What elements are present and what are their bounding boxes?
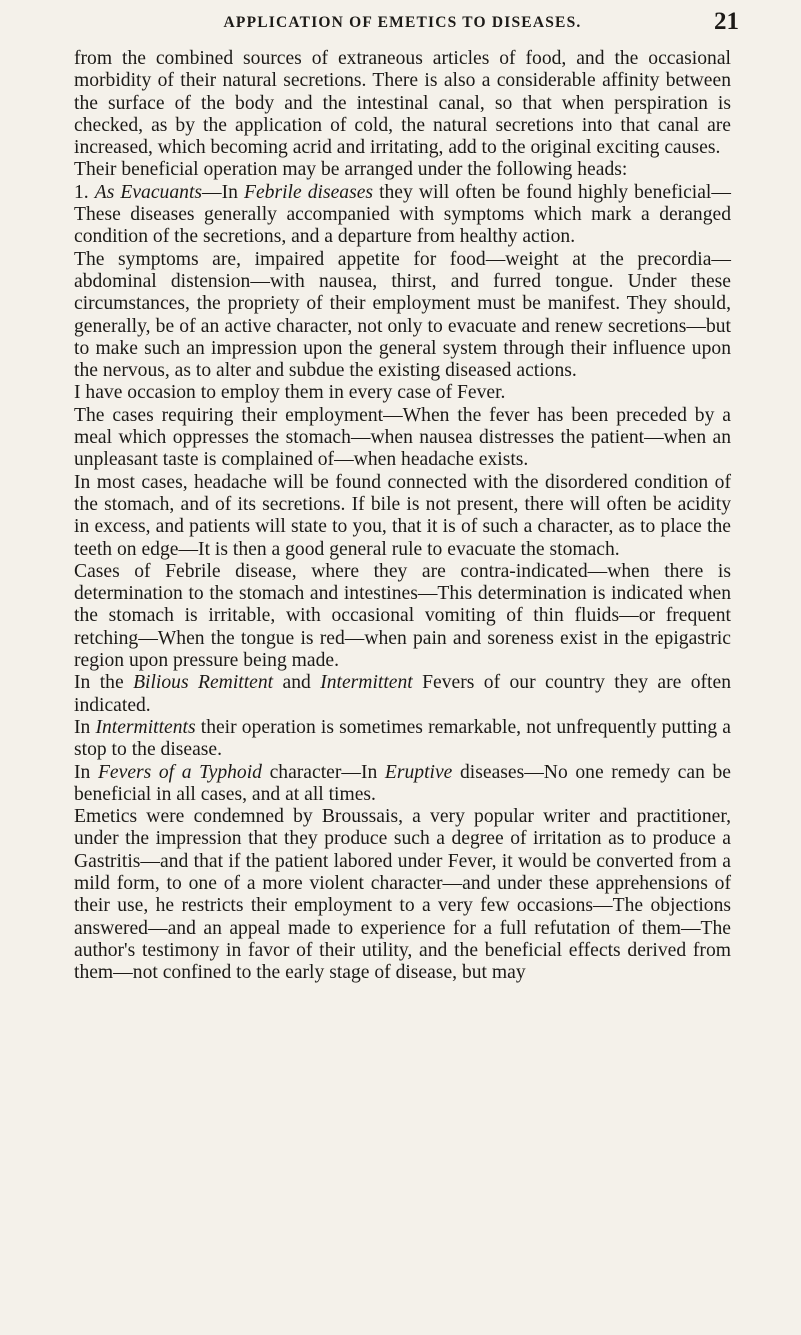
page-header [74,8,739,48]
page-number: 21 [714,8,739,35]
text-run: Emetics were condemned by Broussais, a very popular writer and practitioner, under the impression that they produce such a degree of irritation as to produce a Gastritis—and that if the patient labored under Fever, it would be converted from a mild form, to one of a more violent character—and under these apprehensions of their use, he restricts their employment to a very few occasions—The objections answered—and an appeal made to experience for a full refutation of them—The author's testimony in favor of their utility, and the beneficial effects derived from them—not confined to the early stage of disease, but may [74,806,731,984]
paragraph [74,472,731,561]
italic-text: Intermittent [320,672,413,694]
text-run: character—In [261,761,385,783]
paragraph [74,159,731,181]
text-run: their operation is sometimes remarkable, not unfrequently putting a stop to the disease. [74,716,731,761]
text-run: —In [202,181,244,203]
text-run: Their beneficial operation may be arranged under the following heads: [74,159,628,181]
text-run: The cases requiring their employment—When the fever has been preceded by a meal which oppresses the stomach—when nausea distresses the patient—when an unpleasant taste is complained of—when headache exists. [74,404,731,471]
text-run: they will often be found highly beneficial—These diseases generally accompanied with symptoms which mark a deranged condition of the secretions, and a departure from healthy action. [74,181,731,248]
paragraph [74,182,731,249]
paragraph [74,806,731,984]
body-text [74,48,731,984]
text-run: In [74,761,98,783]
text-run: diseases—No one remedy can be beneficial in all cases, and at all times. [74,761,731,805]
text-run: Cases of Febrile disease, where they are contra-indicated—when there is determination to the stomach and intestines—This determination is indicated when the stomach is irritable, with occasional vomiting of thin fluids—or frequent retching—When the tongue is red—when pain and soreness exist in the epigastric region upon pressure being made. [74,560,731,672]
paragraph [74,672,731,717]
italic-text: Eruptive [384,761,453,783]
paragraph [74,48,731,159]
italic-text: Intermittents [95,716,196,738]
text-run: In [74,716,96,738]
text-run: In the [74,672,134,694]
paragraph [74,762,731,807]
italic-text: Bilious Remittent [133,672,274,694]
italic-text: Fevers of a Typhoid [97,761,262,783]
paragraph [74,249,731,383]
italic-text: As Evacuants [94,181,203,203]
paragraph [74,561,731,672]
paragraph [74,382,731,404]
text-run: from the combined sources of extraneous articles of food, and the occasional morbidity of their natural secretions. There is also a considerable affinity between the surface of the body and the intestinal canal, so that when perspiration is checked, as by the application of cold, the natural secretions into that canal are increased, which becoming acrid and irritating, add to the original exciting causes. [74,48,731,159]
running-title: APPLICATION OF EMETICS TO DISEASES. [223,14,582,31]
text-run: Fevers of our country they are often indicated. [74,672,731,716]
text-run: In most cases, headache will be found connected with the disordered condition of the stomach, and of its secretions. If bile is not present, there will often be acidity in excess, and patients will state to you, that it is of such a character, as to place the teeth on edge—It is then a good general rule to evacuate the stomach. [74,471,731,560]
text-run: The symptoms are, impaired appetite for food—weight at the precordia—abdominal distension—with nausea, thirst, and furred tongue. Under these circumstances, the propriety of their employment must be manifest. They should, generally, be of an active character, not only to evacuate and renew secretions—but to make such an impression upon the general system through their influence upon the nervous, as to alter and subdue the existing diseased actions. [74,248,731,382]
paragraph [74,405,731,472]
text-run: 1. [74,181,95,203]
paragraph [74,717,731,762]
text-run: I have occasion to employ them in every case of Fever. [74,382,506,404]
italic-text: Febrile diseases [243,181,374,203]
text-run: and [273,672,321,694]
